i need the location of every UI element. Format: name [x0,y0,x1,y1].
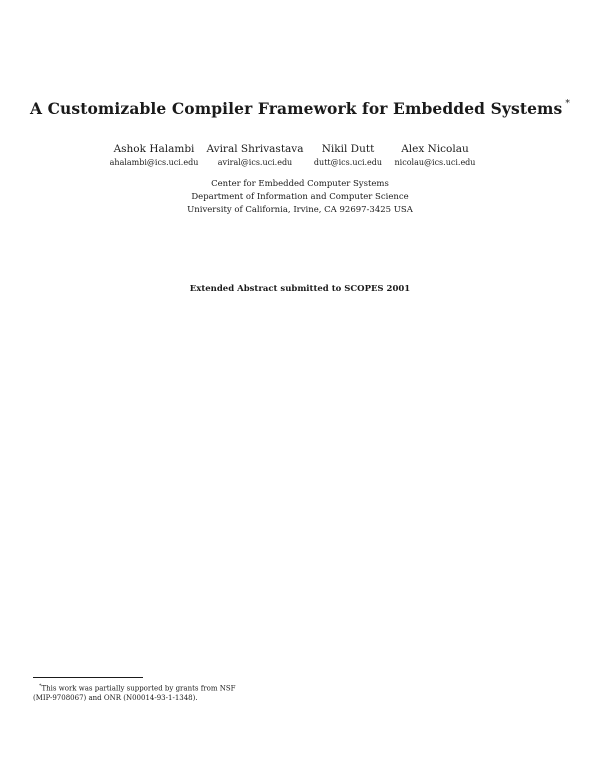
affiliation-block [0,178,600,217]
author-name: Alex Nicolau [401,143,469,155]
footnote-mark: * [39,683,42,689]
footnote-line-2: (MIP-9708067) and ONR (N00014-93-1-1348). [33,694,198,703]
submission-note: Extended Abstract submitted to SCOPES 2001 [189,284,411,294]
author-name: Aviral Shrivastava [206,143,304,155]
footnote [33,681,293,703]
paper-title [0,99,600,118]
footnote-line-1 [33,681,293,693]
paper-title-text: A Customizable Compiler Framework for Embedded Systems [29,99,563,118]
author-name: Ashok Halambi [113,143,195,155]
author-email: dutt@ics.uci.edu [313,158,383,167]
author-2 [205,142,305,168]
author-4 [390,142,480,168]
author-3 [307,142,389,168]
affiliation-line-3: University of California, Irvine, CA 92697-3425 USA [187,205,413,215]
footnote-line-1-text: This work was partially supported by grants from NSF [41,684,236,693]
author-email: nicolau@ics.uci.edu [394,158,476,167]
affiliation-line-2: Department of Information and Computer Science [191,192,409,202]
affiliation-line-1: Center for Embedded Computer Systems [211,179,389,189]
title-footnote-mark: * [565,98,570,109]
author-block [0,142,600,182]
author-1 [106,142,202,168]
author-email: aviral@ics.uci.edu [217,158,293,167]
author-name: Nikil Dutt [321,143,375,155]
author-email: ahalambi@ics.uci.edu [109,158,199,167]
footnote-rule [33,677,143,678]
